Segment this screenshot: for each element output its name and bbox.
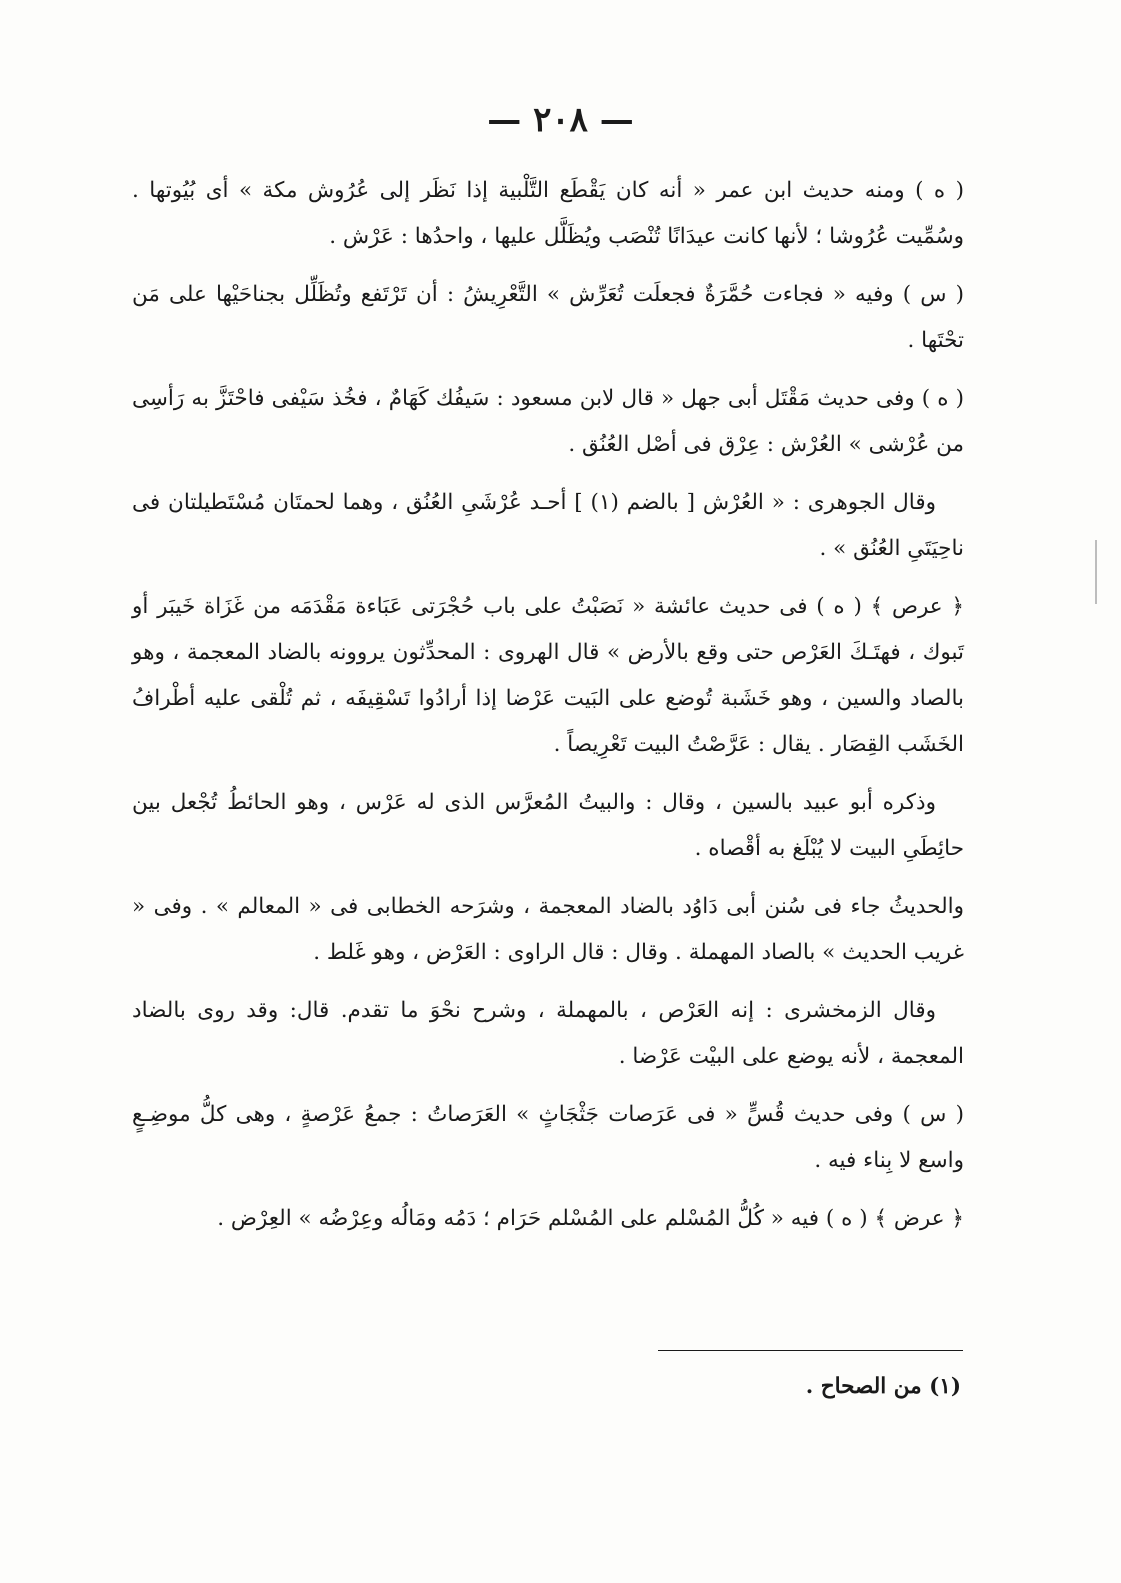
footnote: (١) من الصحاح .	[805, 1374, 961, 1399]
main-text	[132, 168, 964, 1254]
paragraph-9: ( س ) وفى حديث قُسٍّ « فى عَرَصات جَثْجَاثٍ » العَرَصاتُ : جمعُ عَرْصةٍ ، وهى كلُّ موضِـعٍ واسع لا بِناء فيه .	[132, 1102, 964, 1173]
paragraph-8: وقال الزمخشرى : إنه العَرْص ، بالمهملة ، وشرح نحْوَ ما تقدم. قال: وقد روى بالضاد المعجمة ، لأنه يوضع على البيْت عَرْضا .	[132, 998, 964, 1069]
paragraph-7: والحديثُ جاء فى سُنن أبى دَاوُد بالضاد المعجمة ، وشرَحه الخطابى فى « المعالم » . وفى « غريب الحديث » بالصاد المهملة . وقال : قال الراوى : العَرْض ، وهو غَلط .	[132, 894, 964, 965]
footnote-divider	[658, 1350, 963, 1351]
paragraph-4: وقال الجوهرى : « العُرْش [ بالضم (١) ] أحـد عُرْشَىِ العُنُق ، وهما لحمتَان مُسْتَطيلتان فى ناحِيَتَىِ العُنُق » .	[132, 490, 964, 561]
paragraph-10: ﴿ عرض ﴾ ( ه ) فيه « كُلُّ المُسْلم على المُسْلم حَرَام ؛ دَمُه ومَالُه وعِرْضُه » العِرْض .	[217, 1206, 964, 1231]
paragraph-6: وذكره أبو عبيد بالسين ، وقال : والبيتُ المُعرَّس الذى له عَرْس ، وهو الحائطُ تُجْعل بين حائِطَىِ البيت لا يُبْلَغ به أقْصاه .	[132, 790, 964, 861]
page-number: — ٢٠٨ —	[487, 100, 634, 140]
paragraph-2: ( س ) وفيه « فجاءت حُمَّرَةٌ فجعلَت تُعَرِّش » التَّعْرِيشُ : أن تَرْتَفع وتُظَلِّل بجناحَيْها على مَن تحْتَها .	[132, 282, 964, 353]
margin-mark	[1095, 540, 1097, 604]
paragraph-1: ( ه ) ومنه حديث ابن عمر « أنه كان يَقْطَع التَّلْبية إذا نَظَر إلى عُرُوش مكة » أى بُيُوتها . وسُمِّيت عُرُوشا ؛ لأنها كانت عيدَانًا تُنْصَب ويُظَلَّل عليها ، واحدُها : عَرْش .	[132, 178, 964, 249]
paragraph-5: ﴿ عرص ﴾ ( ه ) فى حديث عائشة « نَصَبْتُ على باب حُجْرَتى عَبَاءة مَقْدَمَه من غَزَاة خَيبَر أو تَبوك ، فهتَـكَ العَرْص حتى وقع بالأرض » قال الهروى : المحدِّثون يروونه بالضاد المعجمة ، وهو بالصاد والسين ، وهو خَشَبة تُوضع على البَيت عَرْضا إذا أرادُوا تَسْقِيفَه ، ثم تُلْقى عليه أطْرافُ الخَشَب القِصَار . يقال : عَرَّصْتُ البيت تَعْرِيصاً .	[132, 594, 964, 757]
paragraph-3: ( ه ) وفى حديث مَقْتَل أبى جهل « قال لابن مسعود : سَيفُك كَهَامٌ ، فخُذ سَيْفى فاحْتَزَّ به رَأسِى من عُرْشى » العُرْش : عِرْق فى أصْل العُنُق .	[132, 386, 964, 457]
